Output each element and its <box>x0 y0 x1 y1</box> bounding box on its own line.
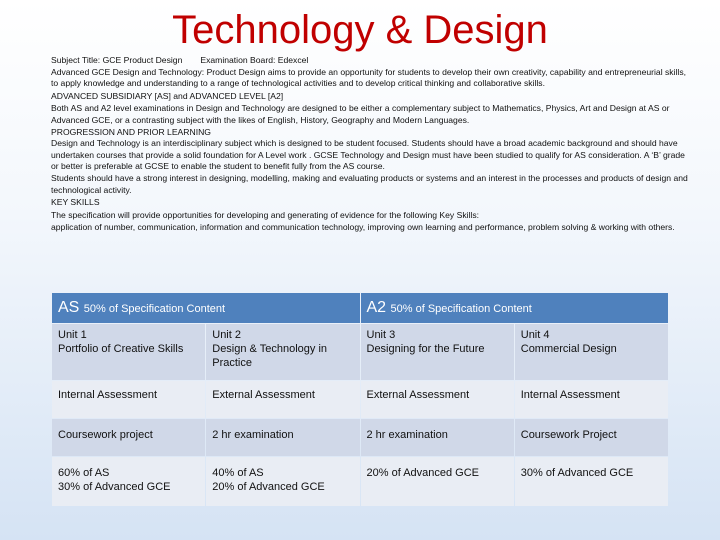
unit-cell: Unit 3 Designing for the Future <box>361 324 514 380</box>
body-text <box>51 55 691 234</box>
table-row <box>52 381 668 418</box>
weight-cell: 60% of AS 30% of Advanced GCE <box>52 457 205 506</box>
heading-subsidiary: ADVANCED SUBSIDIARY [AS] and ADVANCED LEVEL [A2] <box>51 90 284 101</box>
weight-cell: 30% of Advanced GCE <box>515 457 668 506</box>
subsidiary-paragraph: Both AS and A2 level examinations in Design and Technology are designed to be either a complementary subject to Mathematics, Physics, Art and Design at AS or Advanced GCE, or a contrasting subject with the likes of English, History, Geography and Modern Languages. <box>51 103 670 125</box>
heading-key-skills: KEY SKILLS <box>51 197 100 208</box>
heading-progression: PROGRESSION AND PRIOR LEARNING <box>51 126 211 137</box>
type-cell: Coursework Project <box>515 419 668 456</box>
as-header-sub: 50% of Specification Content <box>83 303 226 315</box>
type-cell: 2 hr examination <box>206 419 359 456</box>
progression-paragraph: Design and Technology is an interdisciplinary subject which is designed to be student focused. Students should have a broad academic background and should have undertaken courses that provide a solid foundation for A Level work . GCSE Technology and Design must have been studied to qualify for AS consideration. A ‘B’ grade or better is preferable at GCSE to enable the student to benefit fully from the AS course. <box>51 138 685 172</box>
key-skills-paragraph-1: The specification will provide opportunities for developing and generating of evidence for the following Key Skills: <box>51 209 480 220</box>
table-row <box>52 419 668 456</box>
table-header-row <box>52 293 668 323</box>
a2-header-sub: 50% of Specification Content <box>390 303 532 315</box>
subject-line <box>51 55 691 67</box>
assessment-cell: Internal Assessment <box>52 381 205 418</box>
type-cell: Coursework project <box>52 419 205 456</box>
weight-cell: 20% of Advanced GCE <box>361 457 514 506</box>
table-row <box>52 457 668 506</box>
slide-title: Technology & Design <box>172 8 548 52</box>
unit-cell: Unit 2 Design & Technology in Practice <box>206 324 359 380</box>
unit-cell: Unit 1 Portfolio of Creative Skills <box>52 324 205 380</box>
exam-board: Examination Board: Edexcel <box>200 55 309 65</box>
subject-title: Subject Title: GCE Product Design <box>51 55 183 65</box>
a2-header: A2 50% of Specification Content <box>361 293 669 323</box>
assessment-cell: External Assessment <box>361 381 514 418</box>
weight-cell: 40% of AS 20% of Advanced GCE <box>206 457 359 506</box>
as-header: AS 50% of Specification Content <box>52 293 360 323</box>
unit-cell: Unit 4 Commercial Design <box>515 324 668 380</box>
intro-paragraph: Advanced GCE Design and Technology: Product Design aims to provide an opportunity for students to develop their own creativity, capability and entrepreneurial skills, to apply knowledge and understanding to a range of technological activities and to develop critical thinking and collaborative skills. <box>51 66 687 89</box>
interest-paragraph: Students should have a strong interest in designing, modelling, making and evaluating products or systems and an interest in the processes and products of design and technological activity. <box>51 172 688 195</box>
table-row <box>52 324 668 380</box>
key-skills-paragraph-2: application of number, communication, information and communication technology, improving own learning and performance, problem solving & working with others. <box>51 222 675 233</box>
assessment-cell: External Assessment <box>206 381 359 418</box>
type-cell: 2 hr examination <box>361 419 514 456</box>
specification-table <box>51 292 669 507</box>
assessment-cell: Internal Assessment <box>515 381 668 418</box>
